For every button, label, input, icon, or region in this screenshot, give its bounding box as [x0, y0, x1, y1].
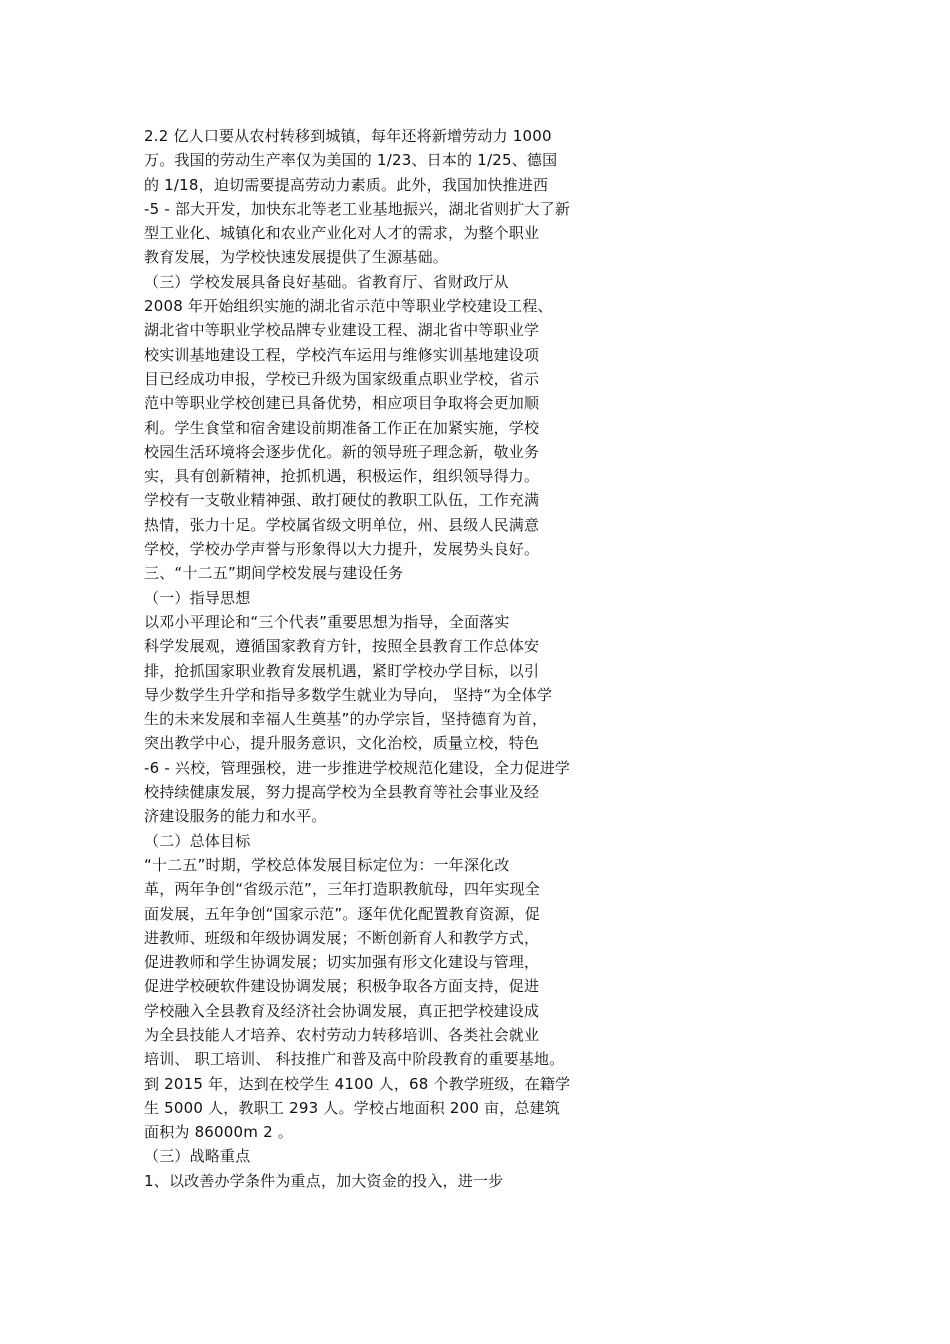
text-line: 学校有一支敬业精神强、敢打硬仗的教职工队伍，工作充满	[144, 491, 540, 510]
text-line: 生 5000 人，教职工 293 人。学校占地面积 200 亩，总建筑	[144, 1098, 561, 1117]
text-line: （三）学校发展具备良好基础。省教育厅、省财政厅从	[144, 272, 509, 291]
text-line: 范中等职业学校创建已具备优势，相应项目争取将会更加顺	[144, 394, 540, 413]
text-line: 科学发展观，遵循国家教育方针，按照全县教育工作总体安	[144, 637, 540, 656]
text-line: 排，抢抓国家职业教育发展机遇，紧盯学校办学目标，以引	[144, 661, 540, 680]
text-line: -6 - 兴校，管理强校，进一步推进学校规范化建设，全力促进学	[144, 758, 571, 777]
text-line: 面积为 86000m 2 。	[144, 1123, 293, 1142]
text-line: 生的未来发展和幸福人生奠基”的办学宗旨，坚持德育为首，	[144, 710, 548, 729]
text-line: 的 1/18，迫切需要提高劳动力素质。此外，我国加快推进西	[144, 175, 549, 194]
text-line: 促进教师和学生协调发展；切实加强有形文化建设与管理，	[144, 953, 540, 972]
text-line: （三）战略重点	[144, 1147, 251, 1166]
text-line: 学校，学校办学声誉与形象得以大力提升，发展势头良好。	[144, 540, 540, 559]
text-line: （一）指导思想	[144, 588, 251, 607]
text-line: 到 2015 年，达到在校学生 4100 人，68 个教学班级，在籍学	[144, 1074, 571, 1093]
text-line: 湖北省中等职业学校品牌专业建设工程、湖北省中等职业学	[144, 321, 540, 340]
text-line: 校园生活环境将会逐步优化。新的领导班子理念新，敬业务	[144, 442, 540, 461]
text-line: 进教师、班级和年级协调发展；不断创新育人和教学方式，	[144, 928, 540, 947]
text-line: 培训、 职工培训、 科技推广和普及高中阶段教育的重要基地。	[144, 1050, 565, 1069]
text-line: （二）总体目标	[144, 831, 251, 850]
text-line: “十二五”时期，学校总体发展目标定位为：一年深化改	[144, 855, 510, 874]
text-line: 校实训基地建设工程，学校汽车运用与维修实训基地建设项	[144, 345, 540, 364]
text-line: 为全县技能人才培养、农村劳动力转移培训、各类社会就业	[144, 1025, 540, 1044]
text-line: 利。学生食堂和宿舍建设前期准备工作正在加紧实施，学校	[144, 418, 540, 437]
text-line: 目已经成功申报，学校已升级为国家级重点职业学校，省示	[144, 369, 540, 388]
text-line: 教育发展，为学校快速发展提供了生源基础。	[144, 248, 449, 267]
text-line: 三、“十二五”期间学校发展与建设任务	[144, 564, 404, 583]
text-line: 1、以改善办学条件为重点，加大资金的投入，进一步	[144, 1171, 504, 1190]
text-line: 面发展，五年争创“国家示范”。逐年优化配置教育资源，促	[144, 904, 540, 923]
text-line: 导少数学生升学和指导多数学生就业为导向， 坚持“为全体学	[144, 685, 553, 704]
text-line: 万。我国的劳动生产率仅为美国的 1/23、日本的 1/25、德国	[144, 151, 558, 170]
text-line: 2.2 亿人口要从农村转移到城镇，每年还将新增劳动力 1000	[144, 127, 552, 145]
text-line: 促进学校硬软件建设协调发展；积极争取各方面支持，促进	[144, 977, 540, 996]
text-line: 热情，张力十足。学校属省级文明单位，州、县级人民满意	[144, 515, 540, 534]
text-line: 以邓小平理论和“三个代表”重要思想为指导，全面落实	[144, 612, 510, 631]
text-line: 2008 年开始组织实施的湖北省示范中等职业学校建设工程、	[144, 297, 553, 316]
document-body	[144, 124, 624, 1193]
text-line: 实，具有创新精神，抢抓机遇，积极运作，组织领导得力。	[144, 467, 540, 486]
text-line: 济建设服务的能力和水平。	[144, 807, 327, 826]
text-line: 校持续健康发展，努力提高学校为全县教育等社会事业及经	[144, 783, 540, 802]
text-line: 突出教学中心，提升服务意识，文化治校，质量立校，特色	[144, 734, 540, 753]
text-line: -5 - 部大开发，加快东北等老工业基地振兴，湖北省则扩大了新	[144, 199, 571, 218]
text-line: 革，两年争创“省级示范”，三年打造职教航母，四年实现全	[144, 880, 540, 899]
text-line: 学校融入全县教育及经济社会协调发展，真正把学校建设成	[144, 1001, 540, 1020]
text-line: 型工业化、城镇化和农业产业化对人才的需求，为整个职业	[144, 224, 540, 243]
